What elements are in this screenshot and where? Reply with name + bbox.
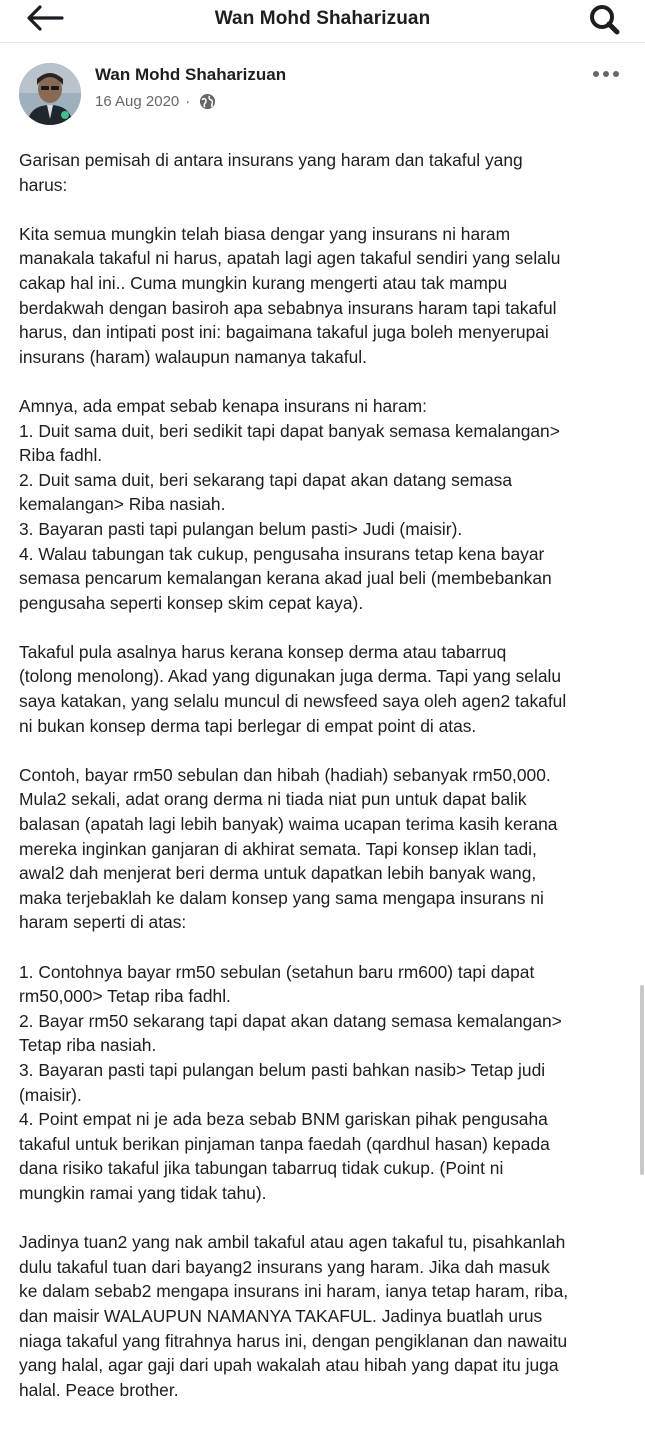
search-icon[interactable] <box>586 2 622 36</box>
post-paragraph <box>19 1230 635 1402</box>
post-text-line: 4. Walau tabungan tak cukup, pengusaha insurans tetap kena bayar <box>19 543 545 564</box>
post-text-line: harus: <box>19 174 68 195</box>
post-text-line: takaful untuk berikan pinjaman tanpa faedah (qardhul hasan) kepada <box>19 1133 550 1154</box>
post-text-line: Garisan pemisah di antara insurans yang haram dan takaful yang <box>19 150 523 170</box>
post-text-line: manakala takaful ni harus, apatah lagi agen takaful sendiri yang selalu <box>19 248 561 269</box>
post-text-line: awal2 dah menjerat beri derma untuk dapatkan lebih banyak wang, <box>19 863 537 884</box>
avatar[interactable] <box>19 63 81 125</box>
post-text-line: 3. Bayaran pasti tapi pulangan belum pasti bahkan nasib> Tetap judi <box>19 1059 546 1080</box>
header-divider <box>0 42 645 43</box>
post-paragraph <box>19 960 635 1206</box>
post-meta <box>95 93 216 110</box>
post-text-line: 1. Contohnya bayar rm50 sebulan (setahun baru rm600) tapi dapat <box>19 961 535 982</box>
post-text-line: cakap hal ini.. Cuma mungkin kurang mengerti atau tak mampu <box>19 272 508 293</box>
post-text-line: 3. Bayaran pasti tapi pulangan belum pasti> Judi (maisir). <box>19 518 463 539</box>
post-text-line: 2. Duit sama duit, beri sekarang tapi dapat akan datang semasa <box>19 469 513 490</box>
post-text-line: dana risiko takaful jika tabungan tabarruq tidak cukup. (Point ni <box>19 1158 504 1179</box>
post-text-line: Contoh, bayar rm50 sebulan dan hibah (hadiah) sebanyak rm50,000. <box>19 764 551 785</box>
post-text-line: kemalangan> Riba nasiah. <box>19 494 226 515</box>
post-text-line: 4. Point empat ni je ada beza sebab BNM gariskan pihak pengusaha <box>19 1109 548 1130</box>
post-text-line: harus, dan intipati post ini: bagaimana takaful juga boleh menyerupai <box>19 322 549 343</box>
post-text-line: haram seperti di atas: <box>19 912 187 933</box>
post-text-line: Tetap riba nasiah. <box>19 1035 157 1056</box>
post-text-line: mereka inginkan ganjaran di akhirat semata. Tapi konsep iklan tadi, <box>19 838 537 859</box>
post-text-line: rm50,000> Tetap riba fadhl. <box>19 986 231 1007</box>
post-paragraph <box>19 222 635 370</box>
post-text-line: (maisir). <box>19 1084 82 1105</box>
post-text-line: insurans (haram) walaupun namanya takaful. <box>19 346 367 367</box>
post-text-line: maka terjebaklah ke dalam konsep yang sama mengapa insurans ni <box>19 887 544 908</box>
post-text-line: 2. Bayar rm50 sekarang tapi dapat akan datang semasa kemalangan> <box>19 1010 562 1031</box>
post-text-line: Riba fadhl. <box>19 445 103 466</box>
more-options-icon[interactable] <box>591 68 621 80</box>
post-text-line: ke dalam sebab2 mengapa insurans ini haram, ianya tetap haram, riba, <box>19 1281 569 1302</box>
post-body <box>19 148 635 1427</box>
post-text-line: Mula2 sekali, adat orang derma ni tiada niat pun untuk dapat balik <box>19 789 527 810</box>
post-text-line: balasan (apatah lagi lebih banyak) waima ucapan terima kasih kerana <box>19 814 558 835</box>
post-text-line: niaga takaful yang fitrahnya harus ini, dengan pengiklanan dan nawaitu <box>19 1330 568 1351</box>
meta-separator: · <box>185 93 191 110</box>
post-paragraph <box>19 763 635 935</box>
top-bar <box>0 0 645 38</box>
post-paragraph <box>19 640 635 738</box>
post-author[interactable]: Wan Mohd Shaharizuan <box>95 65 287 84</box>
post-text-line: dan maisir WALAUPUN NAMANYA TAKAFUL. Jadinya buatlah urus <box>19 1305 543 1326</box>
post-paragraph <box>19 148 635 197</box>
post-text-line: Jadinya tuan2 yang nak ambil takaful atau agen takaful tu, pisahkanlah <box>19 1232 566 1253</box>
post-text-line: Kita semua mungkin telah biasa dengar yang insurans ni haram <box>19 223 511 244</box>
post-text-line: yang halal, agar gaji dari upah wakalah atau hibah yang dapat itu juga <box>19 1355 559 1376</box>
post-text-line: pengusaha seperti konsep skim cepat kaya). <box>19 592 364 613</box>
post-text-line: Takaful pula asalnya harus kerana konsep derma atau tabarruq <box>19 641 507 662</box>
post-text-line: halal. Peace brother. <box>19 1379 179 1400</box>
globe-icon <box>199 93 216 110</box>
post-paragraph <box>19 394 635 615</box>
post-text-line: berdakwah dengan basiroh apa sebabnya insurans haram tapi takaful <box>19 297 557 318</box>
page-title: Wan Mohd Shaharizuan <box>214 8 431 29</box>
post-text-line: Amnya, ada empat sebab kenapa insurans ni haram: <box>19 395 427 416</box>
post-text-line: semasa pencarum kemalangan kerana akad jual beli (membebankan <box>19 568 552 589</box>
post-date[interactable]: 16 Aug 2020 <box>95 93 180 110</box>
post-text-line: dulu takaful tuan dari bayang2 insurans yang haram. Jika dah masuk <box>19 1256 550 1277</box>
post-text-line: mungkin ramai yang tidak tahu). <box>19 1182 267 1203</box>
post-text-line: (tolong menolong). Akad yang digunakan juga derma. Tapi yang selalu <box>19 666 562 687</box>
post-text-line: 1. Duit sama duit, beri sedikit tapi dapat banyak semasa kemalangan> <box>19 420 560 441</box>
post-text-line: ni bukan konsep derma tapi berlegar di empat point di atas. <box>19 715 477 736</box>
post-text-line: saya katakan, yang selalu muncul di newsfeed saya oleh agen2 takaful <box>19 691 567 712</box>
scrollbar[interactable] <box>640 985 644 1175</box>
